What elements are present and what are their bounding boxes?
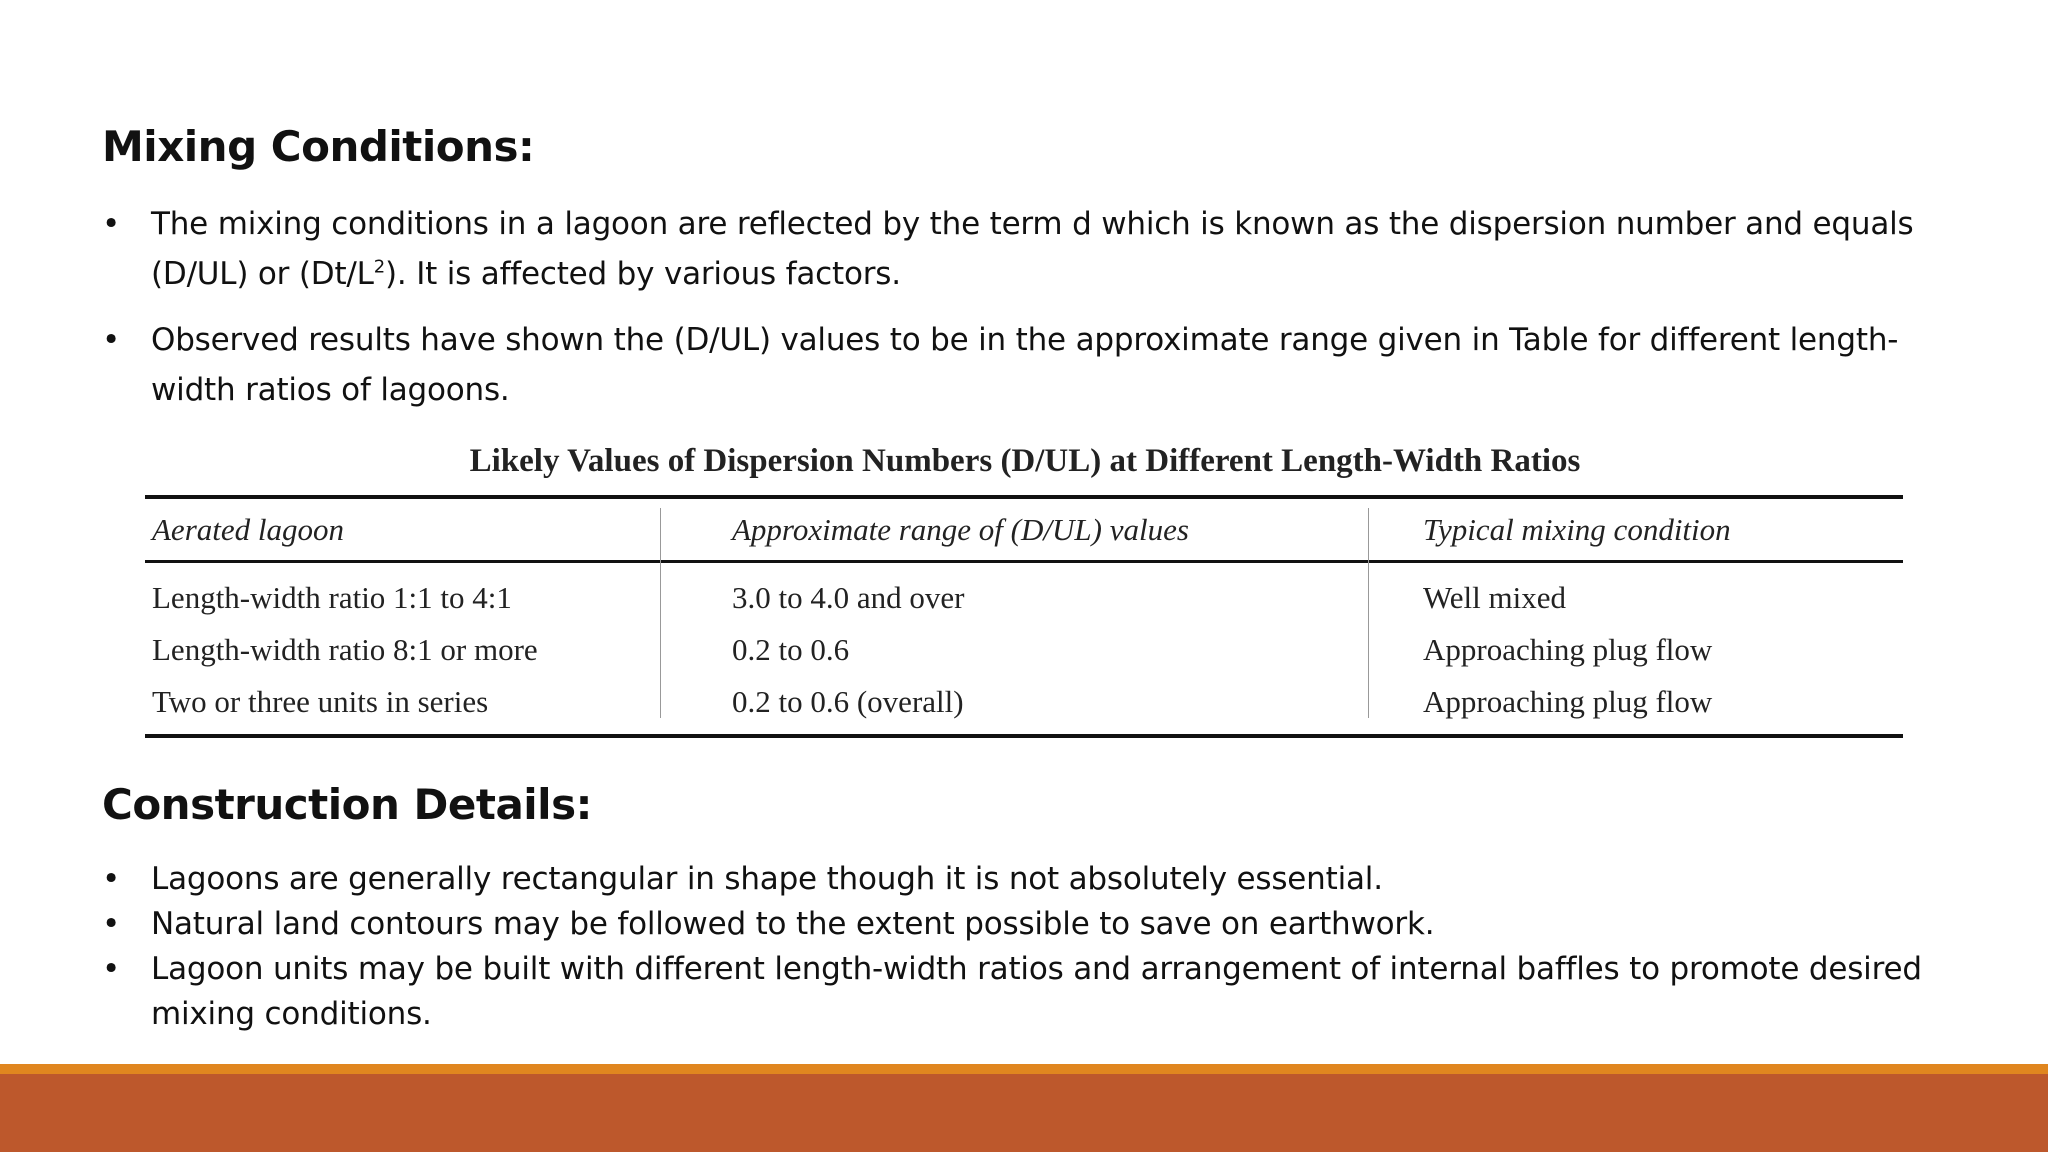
mixing-conditions-heading: Mixing Conditions: (102, 122, 535, 171)
bullet-text: The mixing conditions in a lagoon are reflected by the term d which is known as the dispersion number and equals (D/UL) or (Dt/L (151, 206, 1914, 292)
table-cell: 0.2 to 0.6 (overall) (732, 684, 964, 719)
table-cell: 3.0 to 4.0 and over (732, 580, 965, 615)
list-item: • Natural land contours may be followed to the extent possible to save on earthwork. (102, 902, 1982, 947)
table-header-cell: Typical mixing condition (1423, 512, 1731, 547)
table-cell: Well mixed (1423, 580, 1566, 615)
list-item: • Lagoons are generally rectangular in shape though it is not absolutely essential. (102, 857, 1982, 902)
superscript: 2 (373, 256, 385, 278)
table-cell: Two or three units in series (152, 684, 489, 719)
table-title: Likely Values of Dispersion Numbers (D/UL) at Different Length-Width Ratios (469, 443, 1581, 479)
column-divider (1368, 508, 1369, 718)
footer-bar (0, 1074, 2048, 1152)
list-item: • Lagoon units may be built with different length-width ratios and arrangement of internal baffles to promote desired mixing conditions. (102, 947, 1982, 1037)
table-cell: Approaching plug flow (1423, 632, 1713, 667)
table-cell: Approaching plug flow (1423, 684, 1713, 719)
list-item (102, 199, 1982, 299)
table-cell: 0.2 to 0.6 (732, 632, 850, 667)
list-item: • Observed results have shown the (D/UL) values to be in the approximate range given in Table for different length-width ratios of lagoons. (102, 315, 1982, 415)
table-header-rule (145, 560, 1903, 563)
table-cell: Length-width ratio 1:1 to 4:1 (152, 580, 512, 615)
table-header-cell: Approximate range of (D/UL) values (732, 512, 1189, 547)
table-header-cell: Aerated lagoon (152, 512, 344, 547)
mixing-bullet-list (102, 199, 1982, 431)
construction-bullet-list (102, 857, 1982, 1037)
table-bottom-rule (145, 734, 1903, 738)
construction-details-heading: Construction Details: (102, 780, 592, 829)
table-top-rule (145, 495, 1903, 499)
column-divider (660, 508, 661, 718)
bullet-text-tail: ). It is affected by various factors. (385, 256, 901, 292)
table-cell: Length-width ratio 8:1 or more (152, 632, 538, 667)
footer-accent-bar (0, 1064, 2048, 1074)
